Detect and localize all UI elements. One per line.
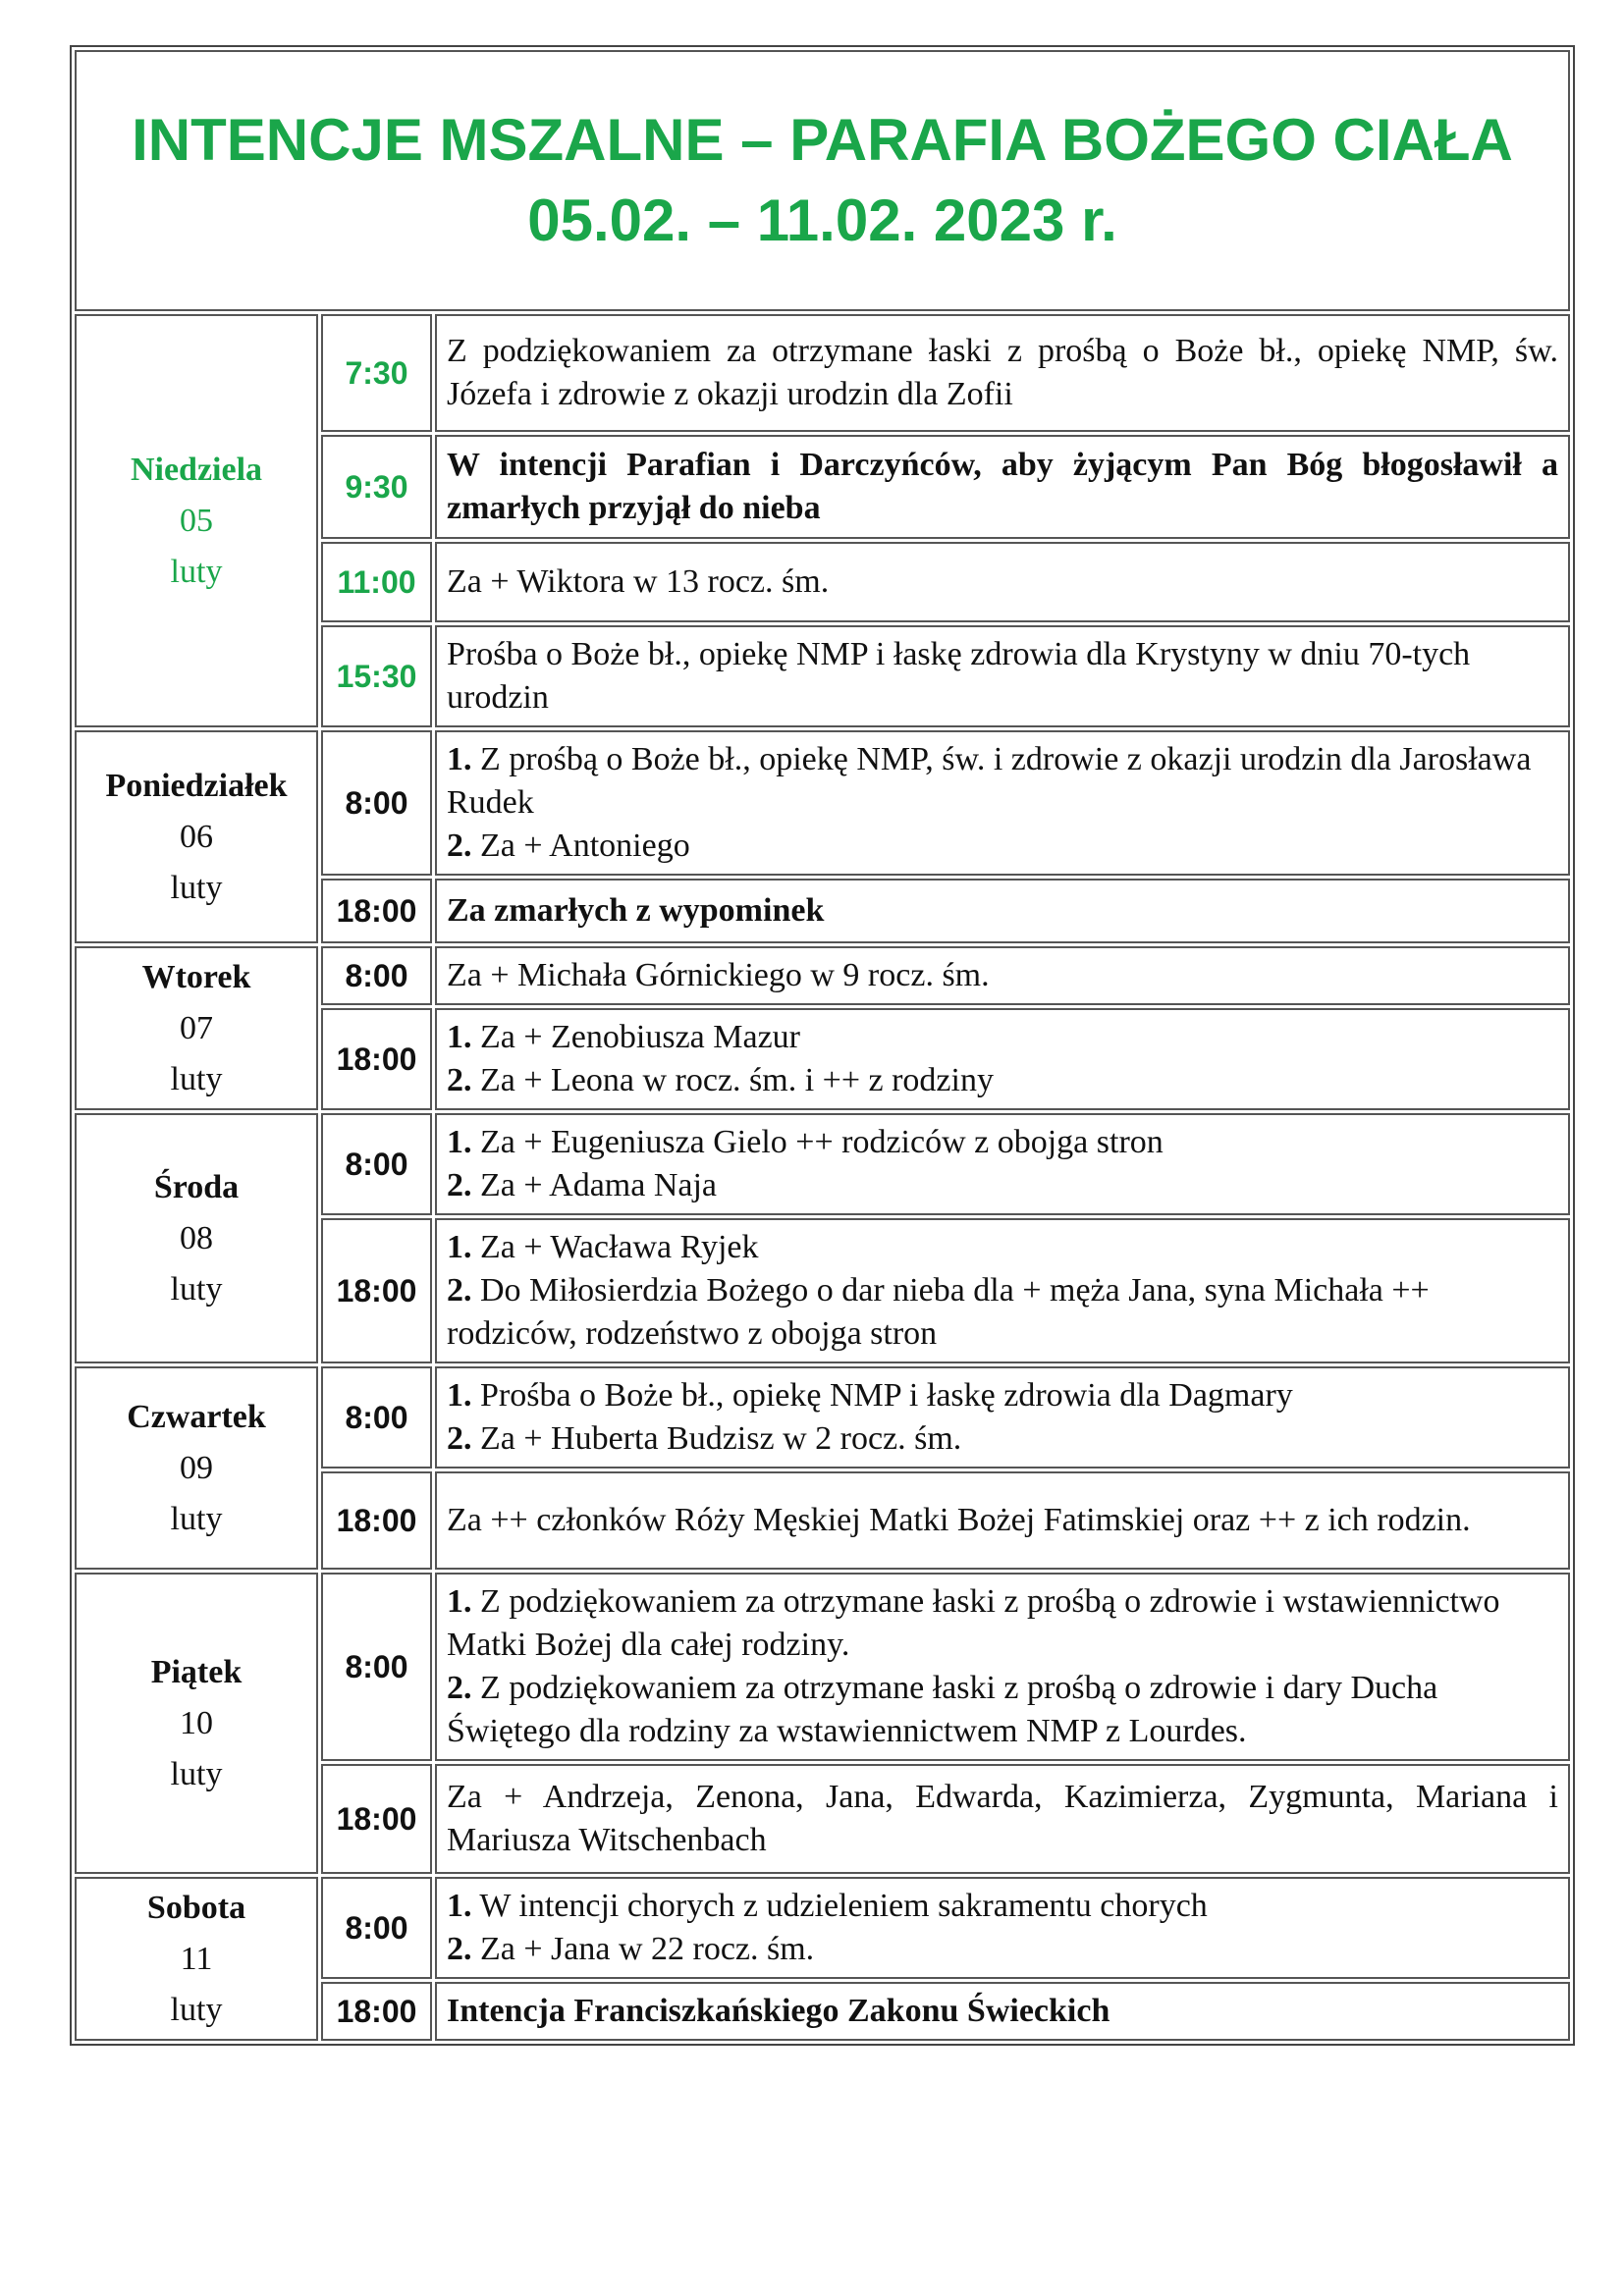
intention-text xyxy=(435,1764,1570,1874)
intention-text xyxy=(435,879,1570,943)
title-line-1: INTENCJE MSZALNE – PARAFIA BOŻEGO CIAŁA xyxy=(132,107,1513,173)
intention-body: Z prośbą o Boże bł., opiekę NMP, św. i zdrowie z okazji urodzin dla Jarosława Rudek xyxy=(447,741,1532,821)
intention-line xyxy=(447,1226,1558,1269)
day-name: Sobota xyxy=(146,1889,246,1926)
intention-number: 1. xyxy=(447,741,472,777)
day-month: luty xyxy=(170,1060,223,1097)
intention-line: Prośba o Boże bł., opiekę NMP i łaskę zdrowia dla Krystyny w dniu 70-tych urodzin xyxy=(447,636,1471,716)
page-title xyxy=(75,50,1570,311)
day-cell-wtorek xyxy=(75,946,318,1110)
intention-body: Prośba o Boże bł., opiekę NMP i łaskę zdrowia dla Dagmary xyxy=(480,1377,1293,1414)
intention-text xyxy=(435,1982,1570,2041)
day-name: Piątek xyxy=(150,1653,243,1690)
intention-text xyxy=(435,314,1570,432)
mass-time: 18:00 xyxy=(321,1008,432,1110)
intention-number: 2. xyxy=(447,1670,472,1706)
intention-line: Za + Wiktora w 13 rocz. śm. xyxy=(447,563,830,600)
intention-line xyxy=(447,825,1558,868)
day-name: Środa xyxy=(153,1168,240,1205)
day-month: luty xyxy=(170,1991,223,2028)
intention-line xyxy=(447,1417,1558,1461)
day-cell-sobota xyxy=(75,1877,318,2041)
intention-body: Za + Huberta Budzisz w 2 rocz. śm. xyxy=(480,1420,962,1457)
mass-time: 18:00 xyxy=(321,1218,432,1363)
mass-time: 18:00 xyxy=(321,1471,432,1570)
intention-line xyxy=(447,1580,1558,1667)
intention-line: W intencji Parafian i Darczyńców, aby żyjącym Pan Bóg błogosławił a zmarłych przyjął do nieba xyxy=(447,447,1558,526)
day-name: Czwartek xyxy=(127,1398,266,1435)
intention-line xyxy=(447,738,1558,825)
intention-text xyxy=(435,542,1570,622)
day-name: Poniedziałek xyxy=(105,767,288,804)
intention-number: 1. xyxy=(447,1229,472,1265)
day-month: luty xyxy=(170,869,223,906)
day-month: luty xyxy=(170,1500,223,1537)
intention-body: Za + Leona w rocz. śm. i ++ z rodziny xyxy=(480,1062,994,1098)
intention-body: Za + Zenobiusza Mazur xyxy=(480,1019,800,1055)
mass-time: 18:00 xyxy=(321,879,432,943)
intention-text xyxy=(435,435,1570,539)
intention-text xyxy=(435,1471,1570,1570)
intention-body: Za + Eugeniusza Gielo ++ rodziców z obojga stron xyxy=(480,1124,1164,1160)
intention-number: 1. xyxy=(447,1019,472,1055)
intention-number: 1. xyxy=(447,1377,472,1414)
day-cell-niedziela xyxy=(75,314,318,727)
intention-line xyxy=(447,1059,1558,1102)
title-line-2: 05.02. – 11.02. 2023 r. xyxy=(527,187,1117,253)
day-number: 08 xyxy=(180,1219,213,1256)
intention-number: 2. xyxy=(447,1167,472,1203)
day-cell-piatek xyxy=(75,1573,318,1874)
intention-number: 1. xyxy=(447,1888,472,1924)
intention-number: 2. xyxy=(447,1420,472,1457)
intention-number: 2. xyxy=(447,1931,472,1967)
intention-line xyxy=(447,1121,1558,1164)
intention-text xyxy=(435,1573,1570,1761)
day-month: luty xyxy=(170,1755,223,1792)
intention-line: Intencja Franciszkańskiego Zakonu Świeckich xyxy=(447,1993,1110,2029)
intention-text xyxy=(435,1218,1570,1363)
intention-text xyxy=(435,625,1570,727)
day-number: 07 xyxy=(180,1009,213,1046)
day-name: Niedziela xyxy=(130,451,263,488)
intention-number: 2. xyxy=(447,828,472,864)
day-number: 11 xyxy=(180,1940,213,1977)
mass-time: 8:00 xyxy=(321,946,432,1005)
intention-number: 1. xyxy=(447,1583,472,1620)
mass-time: 15:30 xyxy=(321,625,432,727)
day-number: 06 xyxy=(180,818,213,855)
intention-number: 2. xyxy=(447,1272,472,1308)
intention-number: 2. xyxy=(447,1062,472,1098)
mass-time: 8:00 xyxy=(321,1573,432,1761)
intention-line xyxy=(447,1667,1558,1753)
mass-time: 8:00 xyxy=(321,730,432,876)
mass-time: 11:00 xyxy=(321,542,432,622)
intention-line xyxy=(447,1928,1558,1971)
intention-body: W intencji chorych z udzieleniem sakramentu chorych xyxy=(479,1888,1208,1924)
intention-body: Do Miłosierdzia Bożego o dar nieba dla + męża Jana, syna Michała ++ rodziców, rodzeństwo z obojga stron xyxy=(447,1272,1430,1352)
day-number: 10 xyxy=(180,1704,213,1741)
intention-line: Za + Andrzeja, Zenona, Jana, Edwarda, Kazimierza, Zygmunta, Mariana i Mariusza Witschenbach xyxy=(447,1779,1558,1858)
intention-line xyxy=(447,1885,1558,1928)
day-name: Wtorek xyxy=(141,958,251,995)
day-number: 05 xyxy=(180,502,213,539)
mass-time: 8:00 xyxy=(321,1366,432,1468)
intention-line xyxy=(447,1016,1558,1059)
intention-text xyxy=(435,1877,1570,1979)
day-number: 09 xyxy=(180,1449,213,1486)
intention-line: Z podziękowaniem za otrzymane łaski z prośbą o Boże bł., opiekę NMP, św. Józefa i zdrowie z okazji urodzin dla Zofii xyxy=(447,333,1558,412)
intention-text xyxy=(435,1366,1570,1468)
day-cell-poniedzialek xyxy=(75,730,318,943)
intention-line xyxy=(447,1374,1558,1417)
intention-body: Za + Jana w 22 rocz. śm. xyxy=(480,1931,815,1967)
intentions-table xyxy=(70,45,1575,2046)
intention-body: Za + Wacława Ryjek xyxy=(480,1229,759,1265)
mass-time: 7:30 xyxy=(321,314,432,432)
intention-body: Za + Antoniego xyxy=(480,828,690,864)
intention-text xyxy=(435,730,1570,876)
intention-line: Za zmarłych z wypominek xyxy=(447,892,825,929)
day-month: luty xyxy=(170,553,223,590)
intention-line xyxy=(447,1164,1558,1207)
mass-time: 9:30 xyxy=(321,435,432,539)
intention-line: Za ++ członków Róży Męskiej Matki Bożej Fatimskiej oraz ++ z ich rodzin. xyxy=(447,1502,1471,1538)
intention-text xyxy=(435,946,1570,1005)
mass-time: 18:00 xyxy=(321,1764,432,1874)
mass-time: 8:00 xyxy=(321,1877,432,1979)
intention-body: Z podziękowaniem za otrzymane łaski z prośbą o zdrowie i wstawiennictwo Matki Bożej dla całej rodziny. xyxy=(447,1583,1500,1663)
intention-text xyxy=(435,1008,1570,1110)
intention-line: Za + Michała Górnickiego w 9 rocz. śm. xyxy=(447,957,990,993)
day-cell-czwartek xyxy=(75,1366,318,1570)
day-month: luty xyxy=(170,1270,223,1308)
intention-body: Z podziękowaniem za otrzymane łaski z prośbą o zdrowie i dary Ducha Świętego dla rodziny za wstawiennictwem NMP z Lourdes. xyxy=(447,1670,1438,1749)
intention-line xyxy=(447,1269,1558,1356)
mass-time: 8:00 xyxy=(321,1113,432,1215)
intention-body: Za + Adama Naja xyxy=(480,1167,718,1203)
mass-time: 18:00 xyxy=(321,1982,432,2041)
intention-text xyxy=(435,1113,1570,1215)
intention-number: 1. xyxy=(447,1124,472,1160)
day-cell-sroda xyxy=(75,1113,318,1363)
